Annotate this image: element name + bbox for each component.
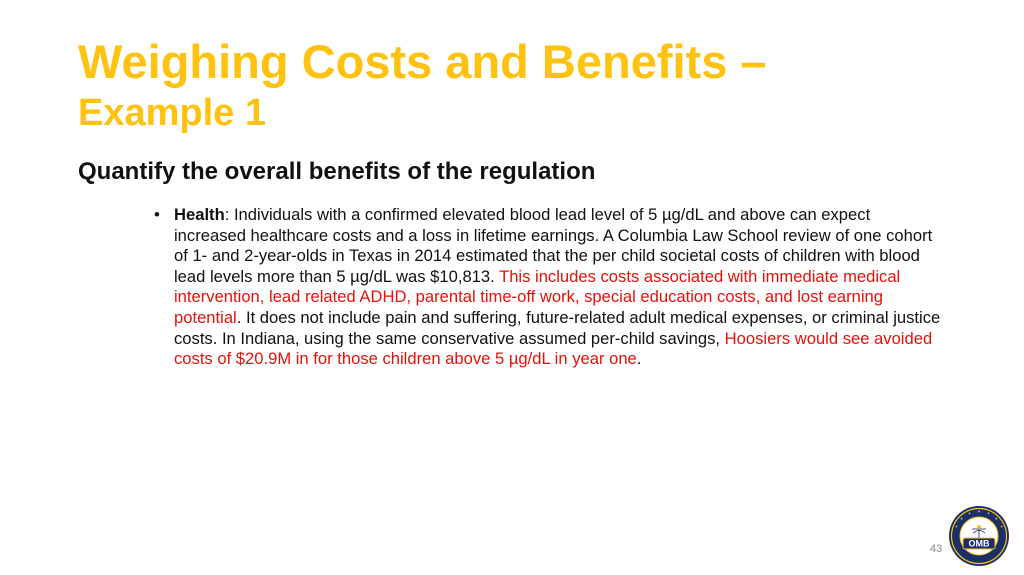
slide-title-continued: Example 1 (78, 92, 266, 134)
page-number: 43 (930, 543, 943, 555)
bullet-text-segment-1: : Individuals with a confirmed elevated blood lead level of 5 µg/dL and above can expect increased healthcare costs and a loss in lifetime earnings. A Columbia Law School review of one cohort of 1- and 2-year-olds in Texas in 2014 estimated that the per child societal costs of children with blood lead levels more than 5 µg/dL was $10,813. (174, 205, 933, 286)
bullet-text-segment-3: . (636, 349, 642, 369)
slide-subtitle: Quantify the overall benefits of the regulation (78, 158, 596, 185)
bullet-dot: • (154, 205, 160, 224)
bullet-text-segment-2: . It does not include pain and suffering, future-related adult medical expenses, or criminal justice costs. In Indiana, using the same conservative assumed per-child savings, (174, 307, 941, 348)
seal-label: OMB (968, 538, 990, 549)
slide-title: Weighing Costs and Benefits – (78, 35, 767, 88)
bullet-text-highlight-1: This includes costs associated with immediate medical intervention, lead related ADHD, parental time-off work, special education costs, and lost earning potential (174, 266, 901, 327)
bullet-label: Health (174, 205, 225, 224)
bullet-item-health (154, 205, 944, 370)
omb-seal-logo (948, 505, 1010, 567)
bullet-text (174, 205, 944, 370)
bullet-text-highlight-2: Hoosiers would see avoided costs of $20.9M in for those children above 5 µg/dL in year one (174, 328, 933, 369)
